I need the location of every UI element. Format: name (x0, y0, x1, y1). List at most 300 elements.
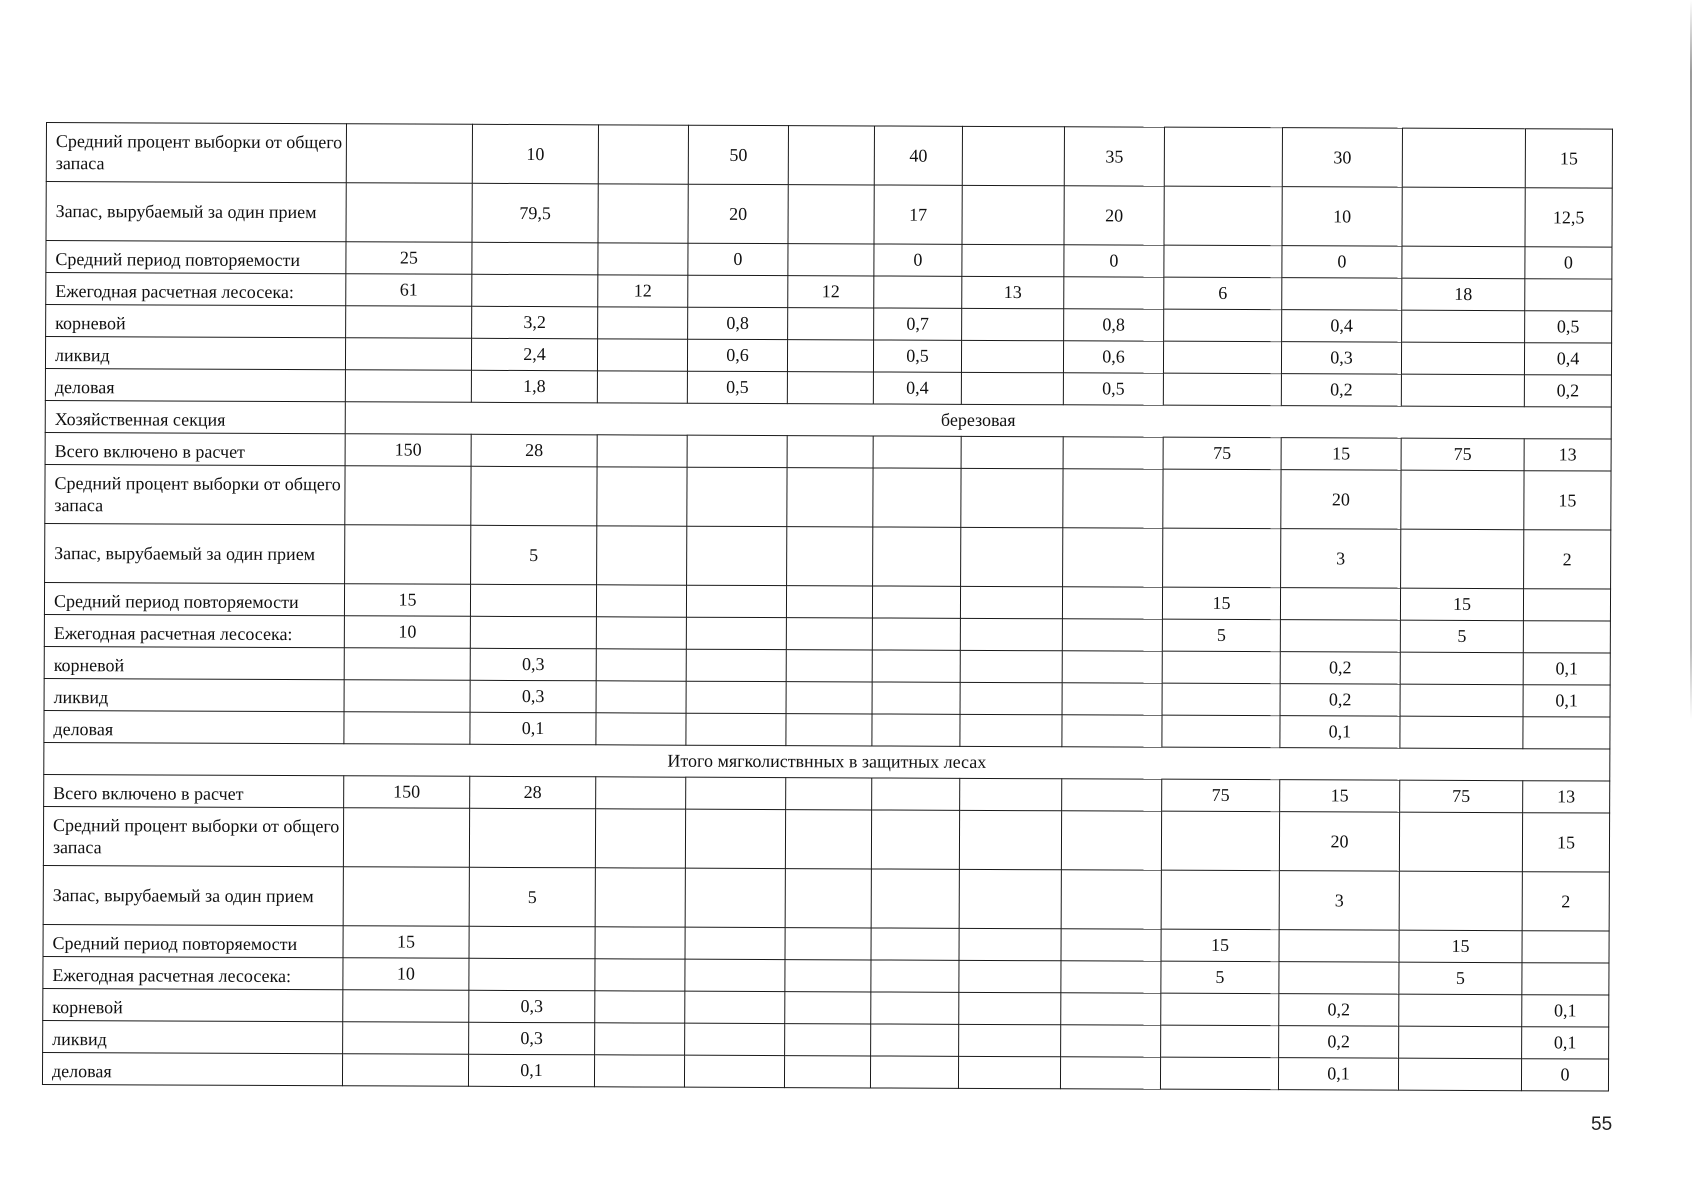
table-cell (1280, 620, 1400, 653)
table-row (42, 1052, 1608, 1091)
table-cell: 5 (1400, 620, 1523, 653)
table-cell (1399, 812, 1522, 872)
table-cell (598, 125, 688, 184)
table-cell (1402, 246, 1525, 279)
table-cell (959, 960, 1061, 992)
table-cell (961, 372, 1063, 404)
table-cell (598, 307, 688, 339)
table-cell: 20 (1064, 186, 1164, 245)
table-cell: 0,1 (1278, 1058, 1398, 1091)
row-label: Хозяйственная секция (45, 400, 345, 433)
table-cell: 40 (874, 126, 962, 185)
table-cell (959, 869, 1061, 928)
table-cell (787, 468, 873, 527)
table-cell (686, 585, 786, 617)
table-row (45, 464, 1611, 530)
table-cell (687, 435, 787, 467)
table-cell (874, 276, 962, 308)
row-label: Ежегодная расчетная лесосека: (44, 614, 344, 647)
table-cell: 61 (346, 274, 472, 307)
table-cell (596, 681, 686, 713)
table-cell (1279, 962, 1399, 995)
table-cell (1279, 930, 1399, 963)
table-cell (786, 778, 872, 810)
table-row (45, 523, 1611, 589)
table-cell (344, 680, 470, 713)
table-cell: 12,5 (1525, 188, 1612, 247)
table-row (43, 865, 1609, 931)
table-cell: 0,3 (470, 680, 596, 713)
row-label: ликвид (43, 1020, 343, 1053)
table-cell (1523, 589, 1610, 621)
table-cell: 28 (470, 776, 596, 809)
table-cell: 0,8 (688, 307, 788, 339)
table-cell (469, 926, 595, 959)
table-cell (1162, 715, 1280, 747)
table-cell: 2 (1522, 872, 1609, 931)
table-row (43, 806, 1609, 872)
table-cell (595, 809, 685, 868)
table-cell: 15 (1524, 471, 1611, 530)
table-cell (686, 649, 786, 681)
table-cell: 0 (1064, 245, 1164, 277)
table-cell (1400, 716, 1523, 749)
table-cell (1522, 963, 1609, 995)
table-cell (1522, 931, 1609, 963)
table-cell: 12 (788, 276, 874, 308)
table-cell (785, 869, 871, 928)
table-cell: 5 (1161, 961, 1279, 993)
table-cell: 15 (1525, 129, 1612, 188)
table-cell (469, 958, 595, 991)
table-cell (346, 306, 472, 339)
table-cell (787, 436, 873, 468)
table-cell: 20 (1279, 812, 1399, 872)
table-cell (1401, 529, 1524, 589)
table-cell (685, 809, 785, 868)
row-label: Запас, вырубаемый за один прием (43, 865, 343, 925)
table-cell (685, 1023, 785, 1055)
table-cell: 0,2 (1280, 652, 1400, 685)
table-cell: 0,3 (469, 1022, 595, 1055)
table-cell (1062, 651, 1162, 683)
table-cell: 10 (344, 616, 470, 649)
table-cell (470, 616, 596, 649)
table-cell (685, 991, 785, 1023)
table-cell (962, 244, 1064, 276)
table-cell: 15 (344, 584, 470, 617)
table-cell (870, 1056, 958, 1088)
table-cell: 13 (1523, 781, 1610, 813)
table-cell: 0,1 (468, 1054, 594, 1087)
table-cell (597, 435, 687, 467)
table-cell (1160, 1057, 1278, 1089)
table-cell (960, 778, 1062, 810)
table-cell (598, 243, 688, 275)
table-cell (1161, 993, 1279, 1025)
table-cell: 15 (1522, 813, 1609, 872)
table-cell: 17 (874, 185, 962, 244)
table-cell (960, 586, 1062, 618)
table-cell (785, 992, 871, 1024)
table-cell (1061, 993, 1161, 1025)
table-cell: 18 (1402, 278, 1525, 311)
table-cell (872, 714, 960, 746)
table-cell (786, 618, 872, 650)
table-cell: 5 (1162, 619, 1280, 651)
table-cell (785, 960, 871, 992)
table-cell: 150 (344, 776, 470, 809)
row-label: Всего включено в расчет (44, 774, 344, 807)
table-cell (343, 1022, 469, 1055)
row-label: деловая (42, 1052, 342, 1085)
table-cell (472, 242, 598, 275)
table-cell (786, 650, 872, 682)
table-cell (1400, 652, 1523, 685)
table-cell (959, 928, 1061, 960)
table-cell: 0,5 (687, 371, 787, 403)
table-cell: 15 (1162, 587, 1280, 619)
table-cell (685, 927, 785, 959)
table-cell (961, 340, 1063, 372)
table-cell (871, 928, 959, 960)
table-cell (1061, 929, 1161, 961)
table-cell: 0,2 (1279, 994, 1399, 1027)
table-cell (1402, 128, 1525, 188)
table-cell (871, 960, 959, 992)
table-cell (1164, 127, 1282, 186)
table-cell (1062, 619, 1162, 651)
table-cell: 3 (1281, 529, 1401, 589)
table-cell (785, 928, 871, 960)
table-cell: 2 (1524, 530, 1611, 589)
table-cell (960, 650, 1062, 682)
table-cell (788, 244, 874, 276)
table-cell (1062, 683, 1162, 715)
table-cell (1161, 811, 1279, 870)
table-cell: 75 (1163, 437, 1281, 469)
table-cell: 0,2 (1279, 1026, 1399, 1059)
table-cell: 0 (1521, 1059, 1608, 1091)
table-cell: 5 (1399, 962, 1522, 995)
table-cell (1163, 469, 1281, 528)
table-cell (786, 586, 872, 618)
table-cell (597, 467, 687, 526)
table-cell (1062, 715, 1162, 747)
table-cell: 1,8 (471, 370, 597, 403)
table-row (46, 123, 1612, 189)
table-cell: 0,1 (1523, 653, 1610, 685)
table-cell (345, 338, 471, 371)
row-label: деловая (44, 710, 344, 743)
table-cell: 20 (688, 184, 788, 243)
table-cell: 13 (1524, 439, 1611, 471)
table-cell: 75 (1400, 780, 1523, 813)
row-label: Средний период повторяемости (46, 241, 346, 274)
table-cell (1162, 651, 1280, 683)
table-cell (597, 339, 687, 371)
table-cell (595, 991, 685, 1023)
table-cell (1399, 1026, 1522, 1059)
table-cell (688, 275, 788, 307)
row-label: деловая (45, 368, 345, 401)
table-cell (685, 868, 785, 927)
table-cell: 0,2 (1524, 375, 1611, 407)
table-cell (1063, 469, 1163, 528)
table-cell (597, 526, 687, 585)
page-number: 55 (1591, 1114, 1613, 1135)
table-cell (872, 682, 960, 714)
table-cell (343, 808, 469, 868)
table-cell (342, 1054, 468, 1087)
table-cell: 0,6 (1063, 341, 1163, 373)
table-cell: 15 (1400, 588, 1523, 621)
table-cell: 0,1 (1280, 716, 1400, 749)
table-cell (1402, 187, 1525, 247)
table-cell (958, 1056, 1060, 1088)
row-label: Ежегодная расчетная лесосека: (46, 273, 346, 306)
row-label: Запас, вырубаемый за один прием (45, 523, 345, 583)
table-cell (785, 1024, 871, 1056)
table-cell (595, 1023, 685, 1055)
table-cell (788, 308, 874, 340)
table-cell: 0,5 (873, 340, 961, 372)
table-cell: 0,4 (873, 372, 961, 404)
row-label: Ежегодная расчетная лесосека: (43, 956, 343, 989)
table-cell (786, 682, 872, 714)
table-cell (684, 1055, 784, 1087)
table-cell (343, 990, 469, 1023)
table-cell (787, 340, 873, 372)
table-row (46, 182, 1612, 248)
table-cell (685, 959, 785, 991)
table-cell (596, 713, 686, 745)
table-cell (962, 308, 1064, 340)
table-cell (1163, 373, 1281, 405)
table-cell (962, 126, 1064, 185)
table-cell: 0,1 (1522, 1027, 1609, 1059)
table-cell (344, 648, 470, 681)
table-cell (788, 185, 874, 244)
table-cell (596, 649, 686, 681)
row-label: корневой (46, 305, 346, 338)
table-cell (1062, 779, 1162, 811)
table-cell: 0,2 (1281, 374, 1401, 407)
table-cell (595, 927, 685, 959)
table-cell (784, 1056, 870, 1088)
table-cell: 75 (1162, 779, 1280, 811)
table-cell (871, 869, 959, 928)
table-cell (960, 714, 1062, 746)
table-cell (1401, 374, 1524, 407)
table-cell: 3 (1279, 871, 1399, 931)
table-cell: 0,4 (1524, 343, 1611, 375)
table-cell (1523, 717, 1610, 749)
table-cell (1061, 811, 1161, 870)
table-cell: 0,1 (470, 712, 596, 745)
table-cell: 0 (874, 244, 962, 276)
table-cell (961, 527, 1063, 586)
table-cell (345, 466, 471, 526)
table-cell (871, 810, 959, 869)
table-cell (1161, 870, 1279, 929)
table-cell: 15 (1399, 930, 1522, 963)
table-cell (959, 992, 1061, 1024)
table-cell (345, 370, 471, 403)
table-cell (472, 274, 598, 307)
row-label: корневой (44, 646, 344, 679)
table-cell (595, 959, 685, 991)
table-cell (1525, 279, 1612, 311)
table-cell (1162, 683, 1280, 715)
table-cell (596, 585, 686, 617)
table-cell (595, 868, 685, 927)
table-cell: 0,7 (874, 308, 962, 340)
table-cell (596, 777, 686, 809)
table-cell: 0 (1282, 246, 1402, 279)
table-cell (785, 810, 871, 869)
table-cell (1060, 1057, 1160, 1089)
table-cell (1398, 1058, 1521, 1091)
section-value: березовая (345, 402, 1611, 439)
table-cell: 0,4 (1282, 310, 1402, 343)
row-label: Средний процент выборки от общего запаса (45, 464, 345, 524)
table-cell: 15 (343, 926, 469, 959)
table-cell (686, 681, 786, 713)
table-body (42, 123, 1612, 1092)
table-cell: 20 (1281, 470, 1401, 530)
row-label: Средний процент выборки от общего запаса (46, 123, 346, 183)
table-cell (598, 184, 688, 243)
row-label: Средний период повторяемости (44, 582, 344, 615)
table-cell (1163, 528, 1281, 587)
table-cell (686, 777, 786, 809)
table-cell (1400, 684, 1523, 717)
table-cell (787, 372, 873, 404)
table-cell (872, 586, 960, 618)
table-cell (686, 617, 786, 649)
table-cell: 0,5 (1525, 311, 1612, 343)
table-cell: 3,2 (472, 306, 598, 339)
table-cell (961, 468, 1063, 527)
table-cell (962, 185, 1064, 244)
table-cell (1061, 961, 1161, 993)
table-cell (343, 867, 469, 927)
table-cell (959, 810, 1061, 869)
table-cell: 35 (1064, 127, 1164, 186)
table-cell (788, 126, 874, 185)
section-header: Итого мягколиствнных в защитных лесах (44, 742, 1610, 781)
table-cell (1163, 341, 1281, 373)
table-cell: 5 (469, 867, 595, 927)
row-label: ликвид (44, 678, 344, 711)
table-cell (1064, 277, 1164, 309)
table-cell: 150 (345, 434, 471, 467)
forest-calculation-table (42, 122, 1613, 1092)
table-cell (345, 525, 471, 585)
table-cell (1399, 994, 1522, 1027)
table-cell: 10 (472, 124, 598, 184)
table-cell (1161, 1025, 1279, 1057)
table-cell: 30 (1282, 128, 1402, 188)
table-cell: 28 (471, 434, 597, 467)
table-cell: 0,8 (1064, 309, 1164, 341)
table-cell (1061, 870, 1161, 929)
table-cell: 6 (1164, 277, 1282, 309)
table-cell (1282, 278, 1402, 311)
table-cell (687, 526, 787, 585)
table-cell (1164, 245, 1282, 277)
table-cell: 15 (1280, 780, 1400, 813)
table-cell: 15 (1281, 438, 1401, 471)
row-label: ликвид (45, 337, 345, 370)
table-cell (1399, 871, 1522, 931)
table-cell (1280, 588, 1400, 621)
table-cell: 50 (688, 125, 788, 184)
table-cell: 25 (346, 242, 472, 275)
table-cell: 0 (1525, 247, 1612, 279)
table-cell (872, 778, 960, 810)
table-cell (786, 714, 872, 746)
table-cell (873, 527, 961, 586)
table-cell (471, 466, 597, 526)
table-cell (1401, 470, 1524, 530)
table-cell (872, 650, 960, 682)
table-cell: 13 (962, 276, 1064, 308)
row-label: Запас, вырубаемый за один прием (46, 182, 346, 242)
table-cell (1063, 437, 1163, 469)
table-cell: 0,3 (1281, 342, 1401, 375)
table-cell (960, 682, 1062, 714)
table-cell (344, 712, 470, 745)
table-cell (687, 467, 787, 526)
table-cell (873, 468, 961, 527)
table-cell (872, 618, 960, 650)
table-cell: 0,5 (1063, 373, 1163, 405)
table-cell (686, 713, 786, 745)
table-cell: 79,5 (472, 183, 598, 243)
table-cell (469, 808, 595, 868)
table-cell: 15 (1161, 929, 1279, 961)
table-cell (470, 584, 596, 617)
table-cell: 0,2 (1280, 684, 1400, 717)
table-cell (1523, 621, 1610, 653)
table-cell: 0 (688, 243, 788, 275)
table-cell: 0,3 (469, 990, 595, 1023)
table-cell (960, 618, 1062, 650)
table-cell: 0,6 (687, 339, 787, 371)
table-cell (873, 436, 961, 468)
table-cell (346, 124, 472, 184)
row-label: корневой (43, 988, 343, 1021)
table-cell: 12 (598, 275, 688, 307)
table-cell (787, 527, 873, 586)
table-cell (1401, 342, 1524, 375)
table-cell (1063, 528, 1163, 587)
table-cell: 5 (471, 525, 597, 585)
table-cell: 0,1 (1523, 685, 1610, 717)
table-cell: 10 (343, 958, 469, 991)
scan-page-edge (1690, 0, 1692, 720)
table-cell: 10 (1282, 187, 1402, 247)
table-cell: 0,1 (1522, 995, 1609, 1027)
table-cell: 0,3 (470, 648, 596, 681)
table-cell (1061, 1025, 1161, 1057)
table-cell (959, 1024, 1061, 1056)
table-cell (1164, 309, 1282, 341)
table-cell (961, 436, 1063, 468)
row-label: Средний процент выборки от общего запаса (43, 806, 343, 866)
